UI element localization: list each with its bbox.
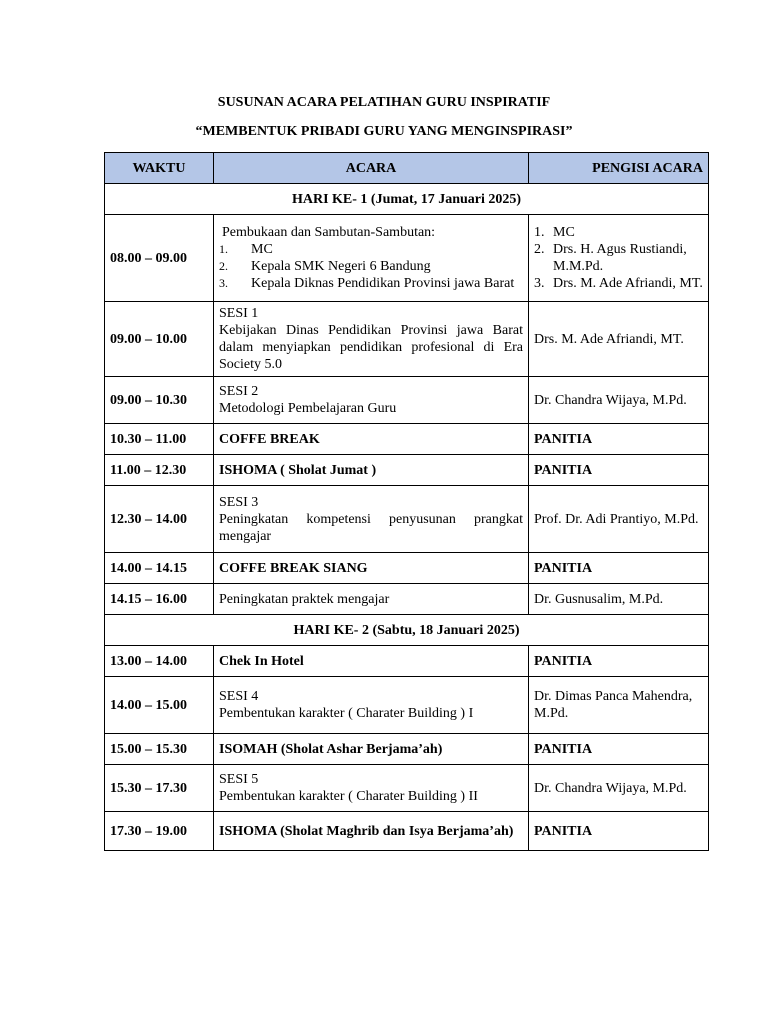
- acara-cell: [214, 677, 529, 734]
- list-number: 1.: [219, 242, 228, 256]
- pengisi-cell: PANITIA: [529, 646, 709, 677]
- time-cell: 14.00 – 14.15: [105, 553, 214, 584]
- list-number: 2.: [219, 259, 228, 273]
- time-cell: 12.30 – 14.00: [105, 486, 214, 553]
- table-row: [105, 455, 709, 486]
- pengisi-cell: Dr. Chandra Wijaya, M.Pd.: [529, 377, 709, 424]
- list-number: 1.: [534, 225, 545, 240]
- time-cell: 09.00 – 10.00: [105, 302, 214, 377]
- session-label: SESI 3: [219, 494, 259, 510]
- table-row: [105, 302, 709, 377]
- pengisi-cell: PANITIA: [529, 812, 709, 851]
- pengisi-cell: Dr. Dimas Panca Mahendra, M.Pd.: [529, 677, 709, 734]
- acara-cell: Peningkatan praktek mengajar: [214, 584, 529, 615]
- acara-cell: [214, 765, 529, 812]
- agenda-table: [104, 152, 709, 851]
- list-text: Kepala Diknas Pendidikan Provinsi jawa Barat: [251, 276, 515, 291]
- list-number: 3.: [219, 276, 228, 290]
- acara-cell: ISOMAH (Sholat Ashar Berjama’ah): [214, 734, 529, 765]
- session-title: Metodologi Pembelajaran Guru: [219, 401, 397, 416]
- table-row: [105, 734, 709, 765]
- table-row: [105, 215, 709, 302]
- session-label: SESI 4: [219, 689, 259, 704]
- table-row: [105, 584, 709, 615]
- pengisi-cell: Dr. Gusnusalim, M.Pd.: [529, 584, 709, 615]
- time-cell: 15.00 – 15.30: [105, 734, 214, 765]
- session-title: Peningkatan kompetensi penyusunan prangkat mengajar: [219, 511, 523, 544]
- table-row: [105, 812, 709, 851]
- list-text: MC: [251, 242, 273, 257]
- header-row: [105, 153, 709, 184]
- time-cell: 15.30 – 17.30: [105, 765, 214, 812]
- table-row: [105, 677, 709, 734]
- session-label: SESI 2: [219, 384, 259, 399]
- pengisi-cell: Drs. M. Ade Afriandi, MT.: [529, 302, 709, 377]
- pengisi-list: [534, 224, 703, 292]
- time-cell: 14.15 – 16.00: [105, 584, 214, 615]
- session-label: SESI 5: [219, 772, 259, 787]
- document-subtitle: “MEMBENTUK PRIBADI GURU YANG MENGINSPIRASI”: [195, 124, 573, 139]
- list-text: MC: [553, 225, 575, 240]
- pengisi-cell: Dr. Chandra Wijaya, M.Pd.: [529, 765, 709, 812]
- list-number: 2.: [534, 242, 545, 257]
- time-cell: 11.00 – 12.30: [105, 455, 214, 486]
- pengisi-cell: PANITIA: [529, 734, 709, 765]
- pengisi-cell: PANITIA: [529, 553, 709, 584]
- day-row: [105, 615, 709, 646]
- list-item: [534, 241, 703, 275]
- pengisi-cell: PANITIA: [529, 424, 709, 455]
- list-item: [219, 241, 523, 258]
- table-row: [105, 553, 709, 584]
- table-row: [105, 646, 709, 677]
- list-text: Drs. M. Ade Afriandi, MT.: [553, 276, 703, 291]
- time-cell: 08.00 – 09.00: [105, 215, 214, 302]
- day-row: [105, 184, 709, 215]
- session-label: SESI 1: [219, 306, 259, 321]
- acara-cell: [214, 377, 529, 424]
- session-title: Pembentukan karakter ( Charater Building ) I: [219, 706, 474, 721]
- time-cell: 10.30 – 11.00: [105, 424, 214, 455]
- acara-cell: [214, 215, 529, 302]
- acara-cell: COFFE BREAK: [214, 424, 529, 455]
- table-row: [105, 765, 709, 812]
- pengisi-cell: PANITIA: [529, 455, 709, 486]
- header-waktu: WAKTU: [105, 153, 214, 184]
- acara-cell: [214, 302, 529, 377]
- time-cell: 14.00 – 15.00: [105, 677, 214, 734]
- day-1-heading: HARI KE- 1 (Jumat, 17 Januari 2025): [105, 184, 709, 215]
- acara-cell: Chek In Hotel: [214, 646, 529, 677]
- acara-cell: [214, 486, 529, 553]
- list-number: 3.: [534, 276, 545, 291]
- pengisi-cell: Prof. Dr. Adi Prantiyo, M.Pd.: [529, 486, 709, 553]
- table-row: [105, 486, 709, 553]
- list-text: Kepala SMK Negeri 6 Bandung: [251, 259, 431, 274]
- document-title: SUSUNAN ACARA PELATIHAN GURU INSPIRATIF: [217, 95, 551, 110]
- header-acara: ACARA: [214, 153, 529, 184]
- list-item: [219, 258, 523, 275]
- acara-cell: ISHOMA ( Sholat Jumat ): [214, 455, 529, 486]
- list-item: [534, 224, 703, 241]
- session-title: Kebijakan Dinas Pendidikan Provinsi jawa Barat dalam menyiapkan pendidikan profesional di Era Society 5.0: [219, 323, 523, 372]
- time-cell: 13.00 – 14.00: [105, 646, 214, 677]
- day-2-heading: HARI KE- 2 (Sabtu, 18 Januari 2025): [105, 615, 709, 646]
- list-item: [219, 275, 523, 292]
- header-pengisi-acara: PENGISI ACARA: [529, 153, 709, 184]
- session-title: Pembentukan karakter ( Charater Building ) II: [219, 789, 478, 804]
- pengisi-cell: [529, 215, 709, 302]
- table-row: [105, 377, 709, 424]
- time-cell: 17.30 – 19.00: [105, 812, 214, 851]
- acara-cell: COFFE BREAK SIANG: [214, 553, 529, 584]
- table-row: [105, 424, 709, 455]
- acara-cell: ISHOMA (Sholat Maghrib dan Isya Berjama’ah): [214, 812, 529, 851]
- acara-intro: Pembukaan dan Sambutan-Sambutan:: [222, 225, 436, 240]
- list-item: [534, 275, 703, 292]
- acara-list: [219, 241, 523, 292]
- list-text: Drs. H. Agus Rustiandi, M.M.Pd.: [553, 242, 687, 274]
- time-cell: 09.00 – 10.30: [105, 377, 214, 424]
